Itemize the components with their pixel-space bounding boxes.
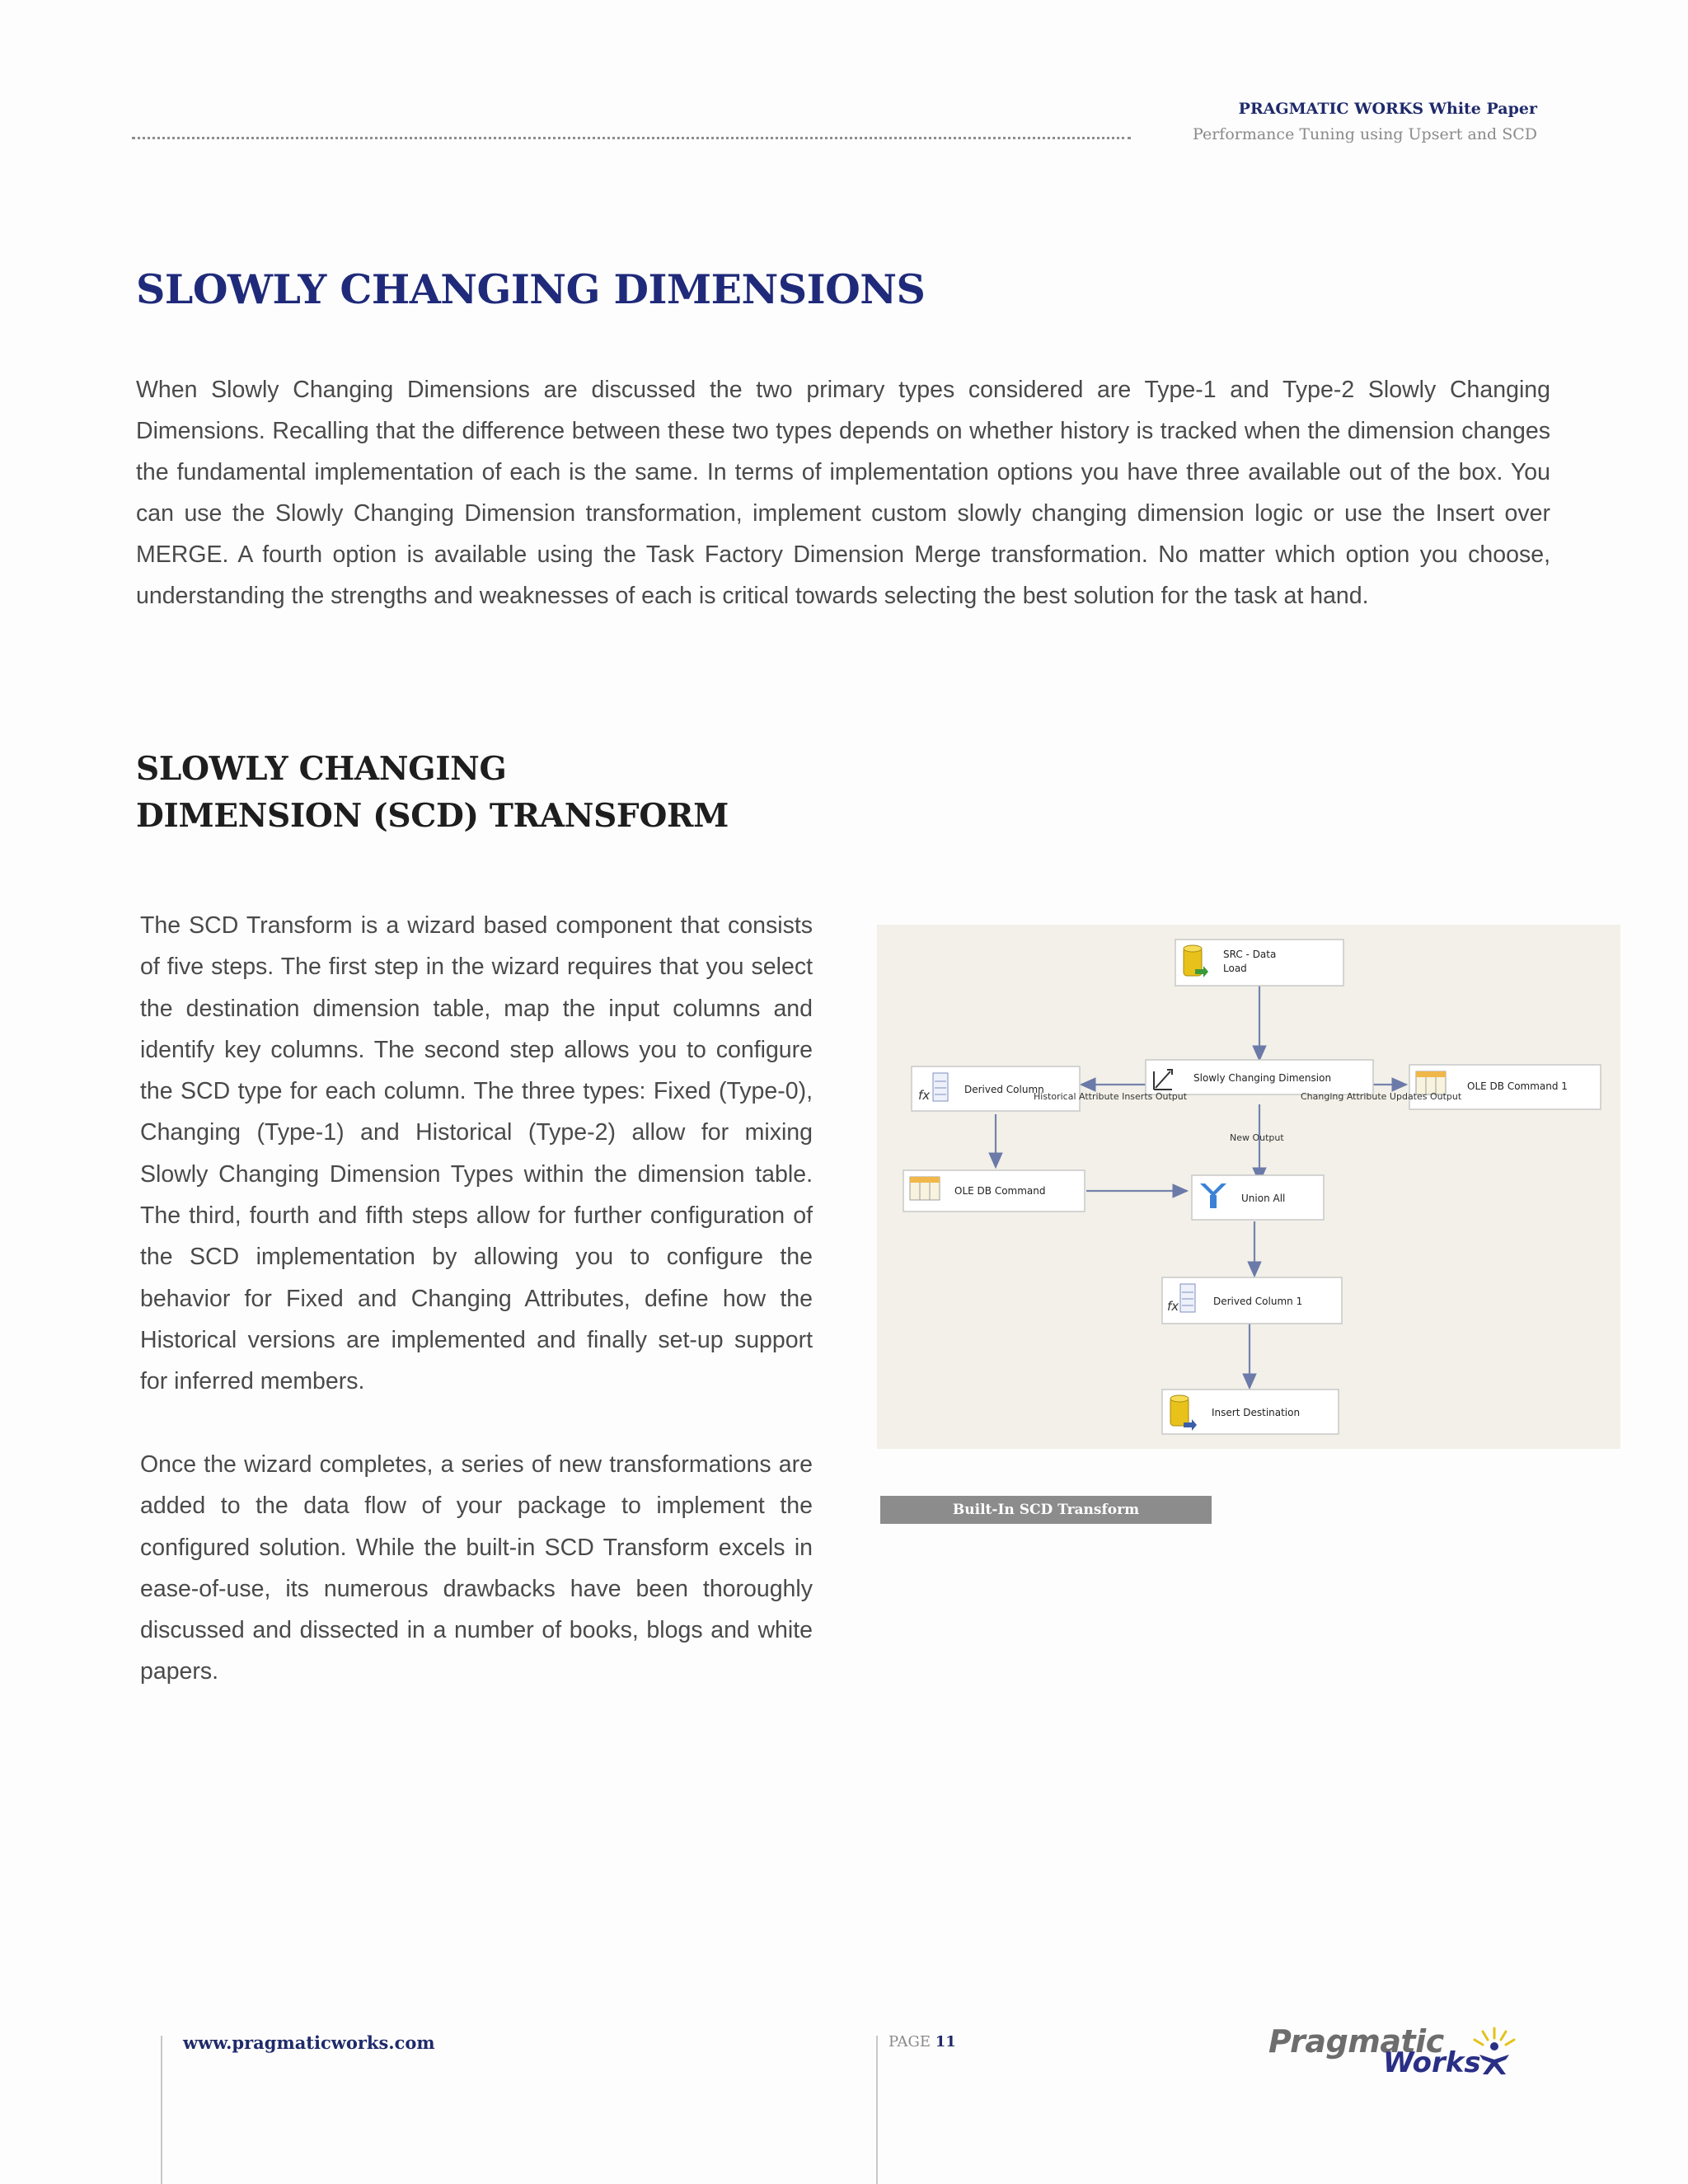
node-scd-label: Slowly Changing Dimension — [1193, 1072, 1332, 1084]
subsection-title-line2: DIMENSION (SCD) TRANSFORM — [136, 797, 729, 835]
footer-divider-middle — [876, 2036, 878, 2184]
svg-text:fx: fx — [1167, 1299, 1179, 1314]
ole-db-command-icon — [910, 1177, 940, 1200]
node-oledb-label: OLE DB Command — [954, 1185, 1046, 1197]
page-number: 11 — [935, 2033, 956, 2050]
node-src-label-line2: Load — [1223, 963, 1247, 974]
header-divider — [132, 137, 1131, 139]
node-src — [1175, 940, 1343, 986]
label-new-output: New Output — [1230, 1132, 1284, 1143]
logo-text-bottom: Works — [1383, 2046, 1481, 2079]
sunburst-person-icon — [1473, 2027, 1516, 2076]
subsection-title — [136, 746, 729, 840]
node-derived1-label: Derived Column 1 — [1213, 1296, 1303, 1307]
page-label: PAGE — [889, 2033, 931, 2050]
node-scd — [1146, 1060, 1373, 1094]
node-src-label-line1: SRC - Data — [1223, 949, 1277, 960]
node-derived-label: Derived Column — [964, 1084, 1044, 1095]
label-historical-output: Historical Attribute Inserts Output — [1034, 1091, 1188, 1102]
logo-text-top: Pragmatic — [1268, 2023, 1444, 2060]
footer-divider-left — [161, 2036, 162, 2184]
node-insert-label: Insert Destination — [1212, 1407, 1301, 1418]
pragmatic-works-logo — [1265, 2023, 1521, 2085]
header-brand: PRAGMATIC WORKS White Paper — [1238, 100, 1537, 118]
footer-website-link[interactable]: www.pragmaticworks.com — [183, 2032, 435, 2053]
label-changing-output: Changing Attribute Updates Output — [1301, 1091, 1462, 1102]
figure-caption: Built-In SCD Transform — [880, 1496, 1212, 1524]
footer-page-number — [889, 2033, 956, 2050]
node-derived1 — [1162, 1277, 1342, 1324]
header-subtitle: Performance Tuning using Upsert and SCD — [1193, 125, 1537, 143]
subsection-title-line1: SLOWLY CHANGING — [136, 750, 507, 788]
scd-paragraph-1: The SCD Transform is a wizard based component that consists of five steps. The first step in the wizard requires that you select the destination dimension table, map the input columns and identify key columns. The second step allows you to configure the SCD type for each column. The three types: Fixed (Type-0), Changing (Type-1) and Historical (Type-2) allow for mixing Slowly Changing Dimension Types within the dimension table. The third, fourth and fifth steps allow for further configuration of the SCD implementation by allowing you to configure the behavior for Fixed and Changing Attributes, define how the Historical versions are implemented and finally set-up support for inferred members. — [140, 912, 813, 1395]
node-union-label: Union All — [1241, 1193, 1286, 1204]
intro-paragraph: When Slowly Changing Dimensions are discussed the two primary types considered are Type-1 and Type-2 Slowly Changing Dimensions. Recalling that the difference between these two types depends on whether history is tracked when the dimension changes the fundamental implementation of each is the same. In terms of implementation options you have three available out of the box. You can use the Slowly Changing Dimension transformation, implement custom slowly changing dimension logic or use the Insert over MERGE. A fourth option is available using the Task Factory Dimension Merge transformation. No matter which option you choose, understanding the strengths and weaknesses of each is critical towards selecting the best solution for the task at hand. — [136, 377, 1550, 609]
node-oledb1-label: OLE DB Command 1 — [1467, 1080, 1568, 1092]
scd-paragraph-2: Once the wizard completes, a series of new transformations are added to the data flow of your package to implement the configured solution. While the built-in SCD Transform excels in ease-of-use, its numerous drawbacks have been thoroughly discussed and dissected in a number of books, blogs and white papers. — [140, 1451, 813, 1685]
section-title: SLOWLY CHANGING DIMENSIONS — [136, 265, 926, 313]
svg-text:fx: fx — [918, 1088, 931, 1103]
node-derived — [912, 1066, 1080, 1111]
node-insert — [1162, 1390, 1339, 1434]
node-oledb — [903, 1170, 1085, 1212]
node-union — [1192, 1175, 1324, 1220]
scd-data-flow-figure — [877, 925, 1620, 1449]
node-oledb1 — [1409, 1065, 1601, 1109]
